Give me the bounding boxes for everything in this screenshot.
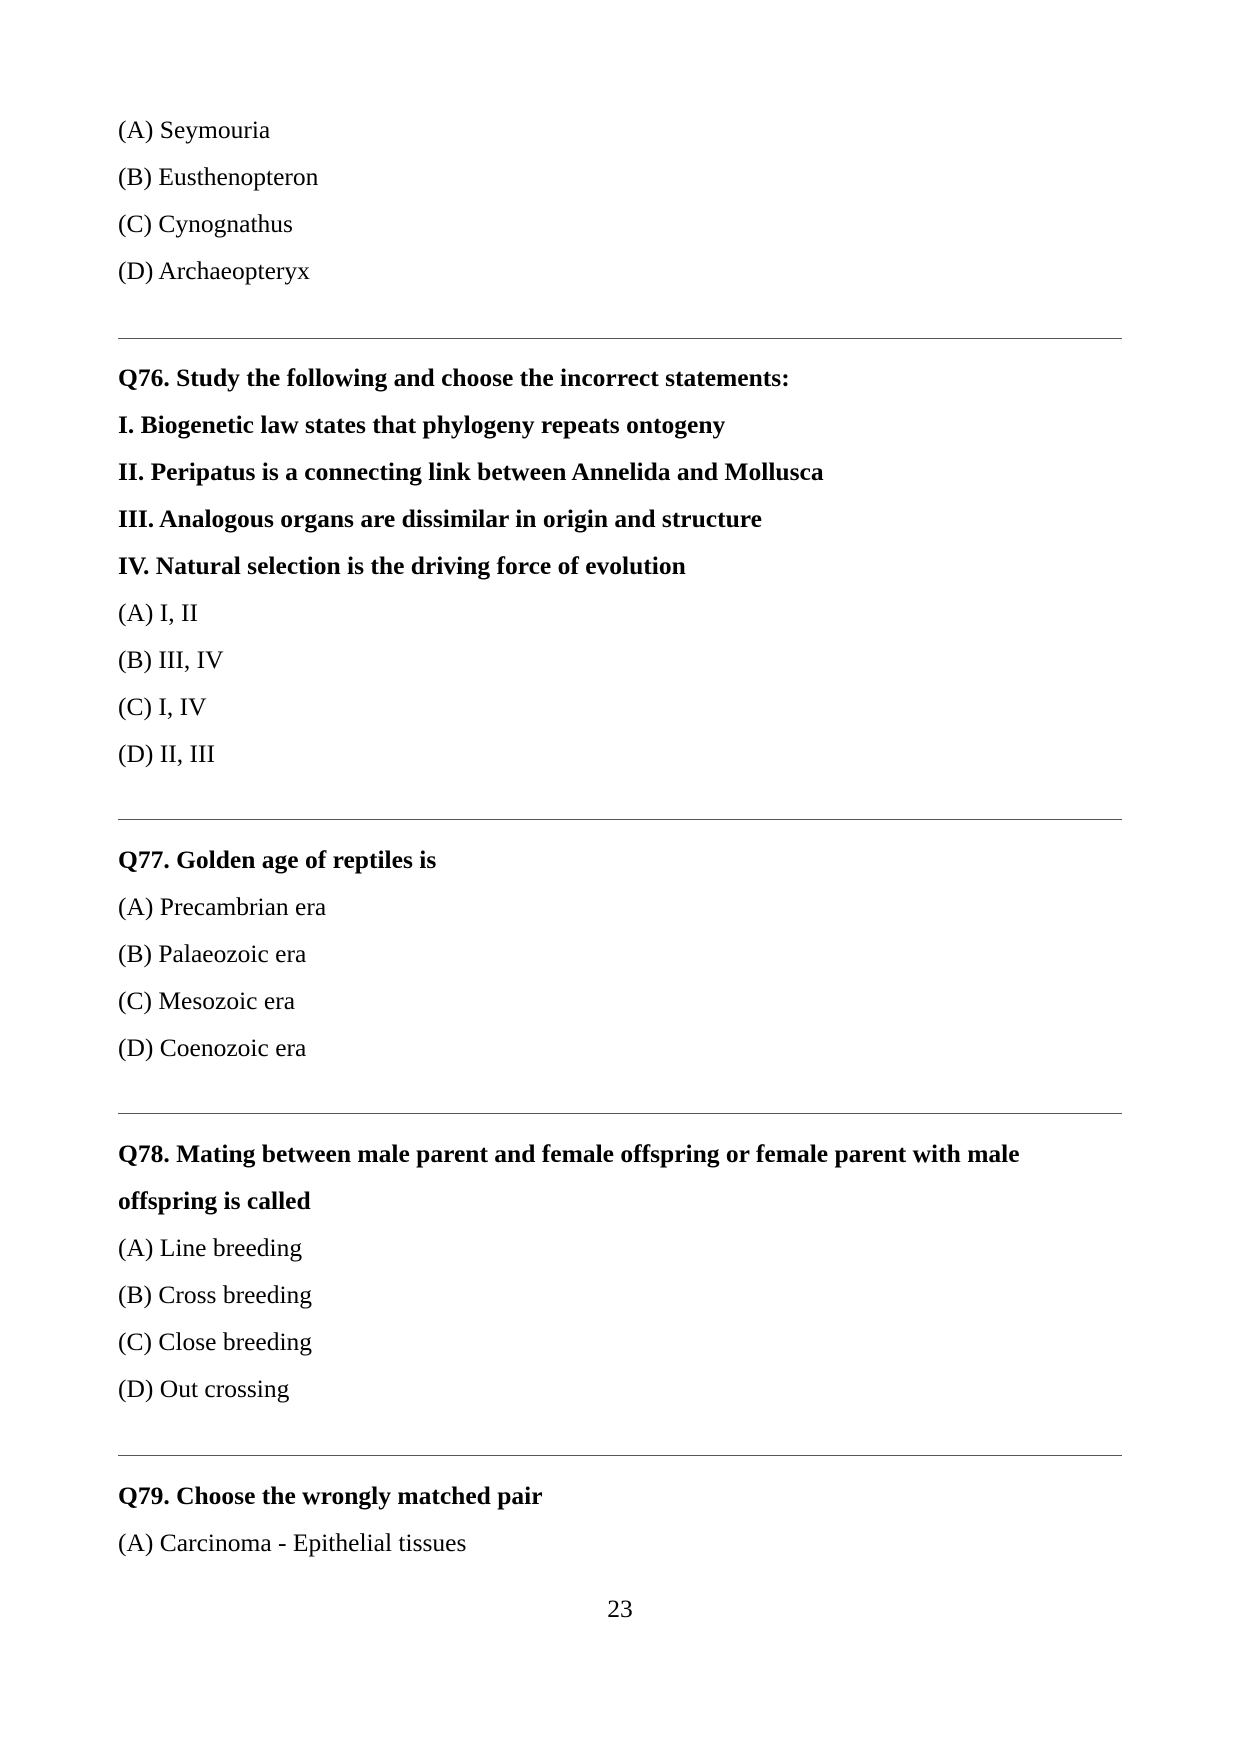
- q78-question-line-2: offspring is called: [118, 1186, 311, 1215]
- q76-option-a: (A) I, II: [118, 598, 198, 627]
- q76-question: Q76. Study the following and choose the incorrect statements:: [118, 363, 790, 392]
- q76-option-d: (D) II, III: [118, 739, 215, 768]
- q76-statement-2: II. Peripatus is a connecting link between Annelida and Mollusca: [118, 457, 824, 486]
- q76-statement-1: I. Biogenetic law states that phylogeny repeats ontogeny: [118, 410, 726, 439]
- divider-q78-q79: [118, 1455, 1122, 1456]
- q76-statement-3: III. Analogous organs are dissimilar in origin and structure: [118, 504, 762, 533]
- q76-statement-4: IV. Natural selection is the driving force of evolution: [118, 551, 686, 580]
- q75-option-d: (D) Archaeopteryx: [118, 256, 310, 285]
- q77-option-a: (A) Precambrian era: [118, 892, 327, 921]
- q77-option-b: (B) Palaeozoic era: [118, 939, 307, 968]
- q75-option-a: (A) Seymouria: [118, 115, 271, 144]
- q76-option-c: (C) I, IV: [118, 692, 207, 721]
- q78-option-d: (D) Out crossing: [118, 1374, 290, 1403]
- divider-q77-q78: [118, 1113, 1122, 1114]
- q79-question: Q79. Choose the wrongly matched pair: [118, 1481, 543, 1510]
- q75-option-c: (C) Cynognathus: [118, 209, 293, 238]
- divider-q76-q77: [118, 819, 1122, 820]
- page-number: 23: [607, 1594, 633, 1623]
- q78-option-c: (C) Close breeding: [118, 1327, 313, 1356]
- q78-option-b: (B) Cross breeding: [118, 1280, 313, 1309]
- q77-option-c: (C) Mesozoic era: [118, 986, 296, 1015]
- q78-option-a: (A) Line breeding: [118, 1233, 303, 1262]
- q79-option-a: (A) Carcinoma - Epithelial tissues: [118, 1528, 467, 1557]
- q76-option-b: (B) III, IV: [118, 645, 224, 674]
- q77-question: Q77. Golden age of reptiles is: [118, 845, 437, 874]
- q75-option-b: (B) Eusthenopteron: [118, 162, 319, 191]
- q77-option-d: (D) Coenozoic era: [118, 1033, 307, 1062]
- q78-question-line-1: Q78. Mating between male parent and female offspring or female parent with male: [118, 1139, 1020, 1168]
- divider-q75-q76: [118, 338, 1122, 339]
